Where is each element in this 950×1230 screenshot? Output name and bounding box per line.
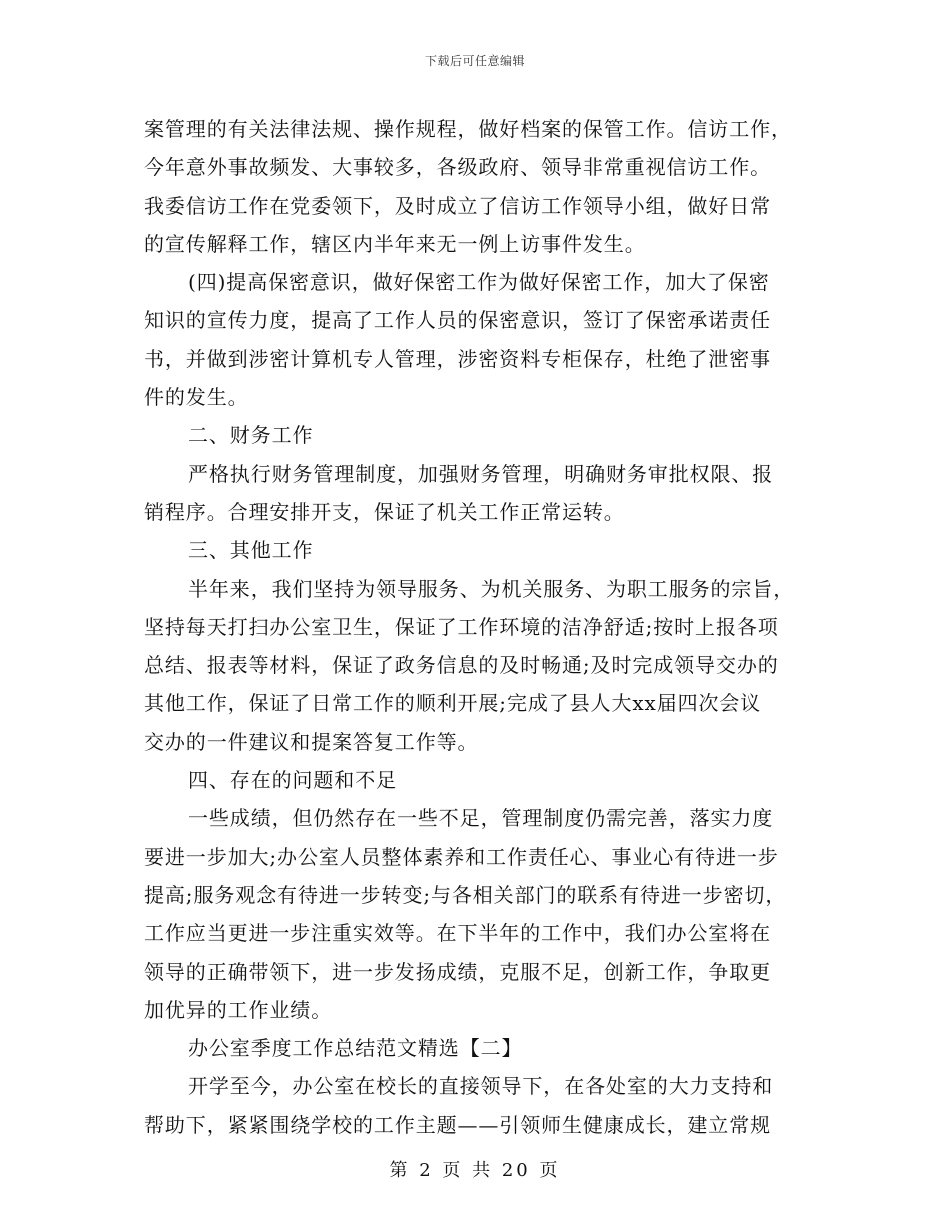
text-line: 件的发生。 (144, 385, 249, 410)
text-line: 帮助下，紧紧围绕学校的工作主题——引领师生健康成长，建立常规 (144, 1112, 771, 1137)
text-line: 销程序。合理安排开支，保证了机关工作正常运转。 (144, 499, 625, 524)
text-line: 坚持每天打扫办公室卫生，保证了工作环境的洁净舒适;按时上报各项 (144, 614, 779, 639)
paragraph-start: 严格执行财务管理制度，加强财务管理，明确财务审批权限、报 (188, 461, 774, 486)
text-line: 案管理的有关法律法规、操作规程，做好档案的保管工作。信访工作， (144, 117, 792, 141)
text-line: 今年意外事故频发、大事较多，各级政府、领导非常重视信访工作。 (144, 155, 771, 180)
paragraph-start: (四)提高保密意识，做好保密工作为做好保密工作，加大了保密 (188, 270, 770, 295)
section-heading: 二、财务工作 (188, 423, 314, 448)
text-line: 提高;服务观念有待进一步转变;与各相关部门的联系有待进一步密切， (144, 882, 787, 907)
page-number: 第 2 页 共 20 页 (389, 1160, 561, 1181)
text-line: 其他工作，保证了日常工作的顺利开展;完成了县人大xx届四次会议 (144, 691, 762, 716)
paragraph-start: 开学至今，办公室在校长的直接领导下，在各处室的大力支持和 (188, 1074, 774, 1099)
text-line: 加优异的工作业绩。 (144, 997, 333, 1022)
paragraph-start: 半年来，我们坚持为领导服务、为机关服务、为职工服务的宗旨， (188, 576, 795, 601)
text-line: 我委信访工作在党委领下，及时成立了信访工作领导小组，做好日常 (144, 193, 771, 218)
text-line: 知识的宣传力度，提高了工作人员的保密意识，签订了保密承诺责任 (144, 308, 771, 333)
article-title: 办公室季度工作总结范文精选【二】 (188, 1036, 523, 1061)
text-line: 领导的正确带领下，进一步发扬成绩，克服不足，创新工作，争取更 (144, 959, 771, 984)
text-line: 工作应当更进一步注重实效等。在下半年的工作中，我们办公室将在 (144, 921, 771, 946)
document-body (144, 110, 812, 1144)
section-heading: 三、其他工作 (188, 538, 314, 563)
section-heading: 四、存在的问题和不足 (188, 768, 397, 793)
paragraph-start: 一些成绩，但仍然存在一些不足，管理制度仍需完善，落实力度 (188, 806, 774, 831)
text-line: 交办的一件建议和提案答复工作等。 (144, 729, 479, 754)
page-header: 下载后可任意编辑 (424, 54, 525, 68)
text-line: 要进一步加大;办公室人员整体素养和工作责任心、事业心有待进一步 (144, 844, 779, 869)
text-line: 总结、报表等材料，保证了政务信息的及时畅通;及时完成领导交办的 (144, 653, 779, 678)
text-line: 书，并做到涉密计算机专人管理，涉密资料专柜保存，杜绝了泄密事 (144, 346, 771, 371)
text-line: 的宣传解释工作，辖区内半年来无一例上访事件发生。 (144, 231, 646, 256)
